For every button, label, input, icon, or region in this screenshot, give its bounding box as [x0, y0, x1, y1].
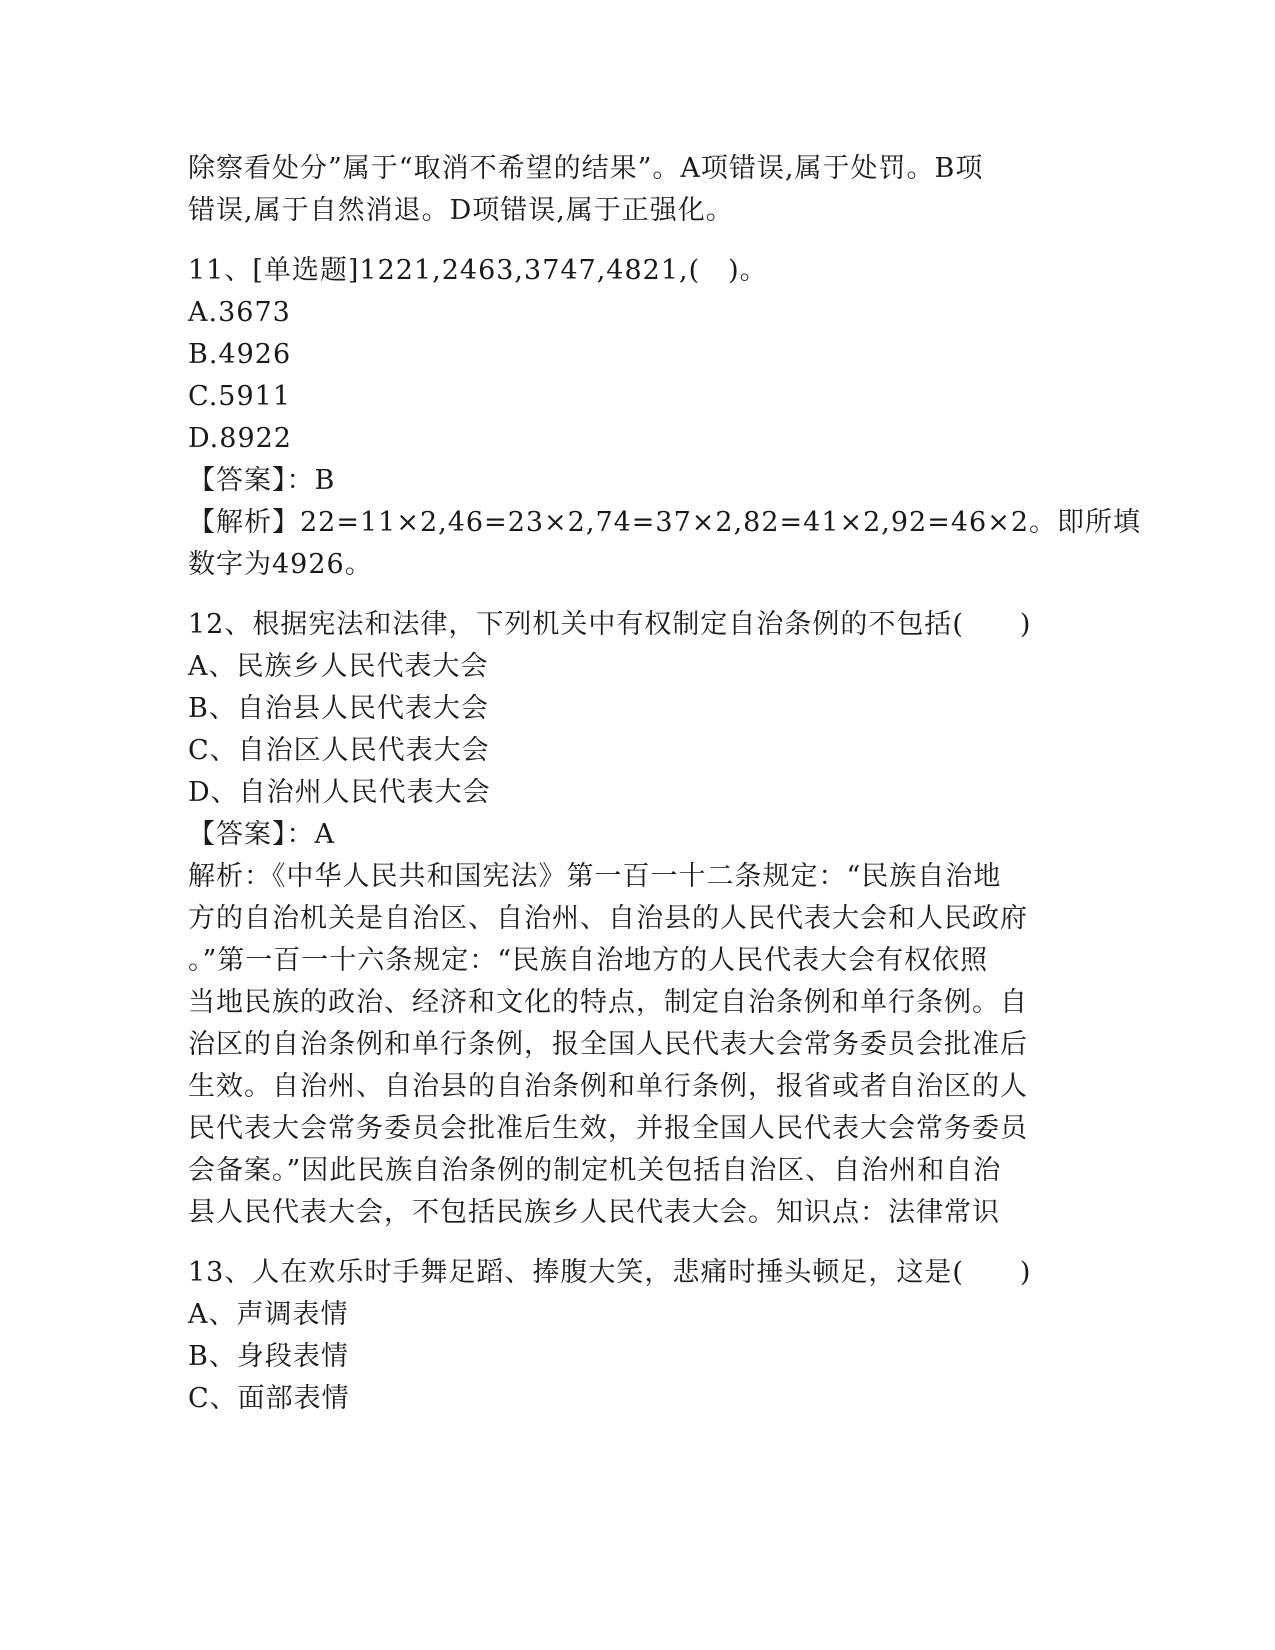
question-stem: 12、根据宪法和法律，下列机关中有权制定自治条例的不包括( ): [188, 609, 1032, 640]
explanation-line: 当地民族的政治、经济和文化的特点，制定自治条例和单行条例。自: [188, 987, 1028, 1018]
question-13: [188, 1252, 1068, 1420]
answer: 【答案】：B: [188, 465, 336, 496]
explanation-line: 县人民代表大会，不包括民族乡人民代表大会。知识点：法律常识: [188, 1197, 1000, 1228]
explanation-line: 民代表大会常务委员会批准后生效，并报全国人民代表大会常务委员: [188, 1113, 1028, 1144]
option-c: C、面部表情: [188, 1383, 350, 1414]
explanation-line: 会备案。”因此民族自治条例的制定机关包括自治区、自治州和自治: [188, 1155, 1002, 1186]
explanation-line: 治区的自治条例和单行条例，报全国人民代表大会常务委员会批准后: [188, 1029, 1028, 1060]
option-a: A、声调表情: [188, 1299, 349, 1330]
explanation-line: 除察看处分”属于“取消不希望的结果”。A项错误,属于处罚。B项: [188, 153, 984, 184]
question-12: [188, 604, 1068, 1234]
option-a: A.3673: [188, 297, 291, 328]
question-11: [188, 250, 1142, 586]
option-b: B、身段表情: [188, 1341, 349, 1372]
option-c: C、自治区人民代表大会: [188, 735, 490, 766]
answer: 【答案】：A: [188, 819, 335, 850]
explanation-line: 【解析】22=11×2,46=23×2,74=37×2,82=41×2,92=46×2。即所填: [188, 507, 1142, 538]
prev-explanation-tail: [188, 148, 1068, 232]
option-d: D、自治州人民代表大会: [188, 777, 491, 808]
explanation-line: 错误,属于自然消退。D项错误,属于正强化。: [188, 195, 734, 226]
question-stem: 13、人在欢乐时手舞足蹈、捧腹大笑，悲痛时捶头顿足，这是( ): [188, 1257, 1032, 1288]
document-page: [188, 148, 1142, 1420]
explanation-line: 生效。自治州、自治县的自治条例和单行条例，报省或者自治区的人: [188, 1071, 1028, 1102]
option-d: D.8922: [188, 423, 292, 454]
option-b: B、自治县人民代表大会: [188, 693, 489, 724]
explanation-line: 方的自治机关是自治区、自治州、自治县的人民代表大会和人民政府: [188, 903, 1028, 934]
option-b: B.4926: [188, 339, 292, 370]
option-a: A、民族乡人民代表大会: [188, 651, 489, 682]
option-c: C.5911: [188, 381, 291, 412]
question-stem: 11、[单选题]1221,2463,3747,4821,( )。: [188, 255, 768, 286]
explanation-line: 解析：《中华人民共和国宪法》第一百一十二条规定：“民族自治地: [188, 861, 1002, 892]
explanation-line: 。”第一百一十六条规定：“民族自治地方的人民代表大会有权依照: [188, 945, 989, 976]
explanation-line: 数字为4926。: [188, 549, 373, 580]
